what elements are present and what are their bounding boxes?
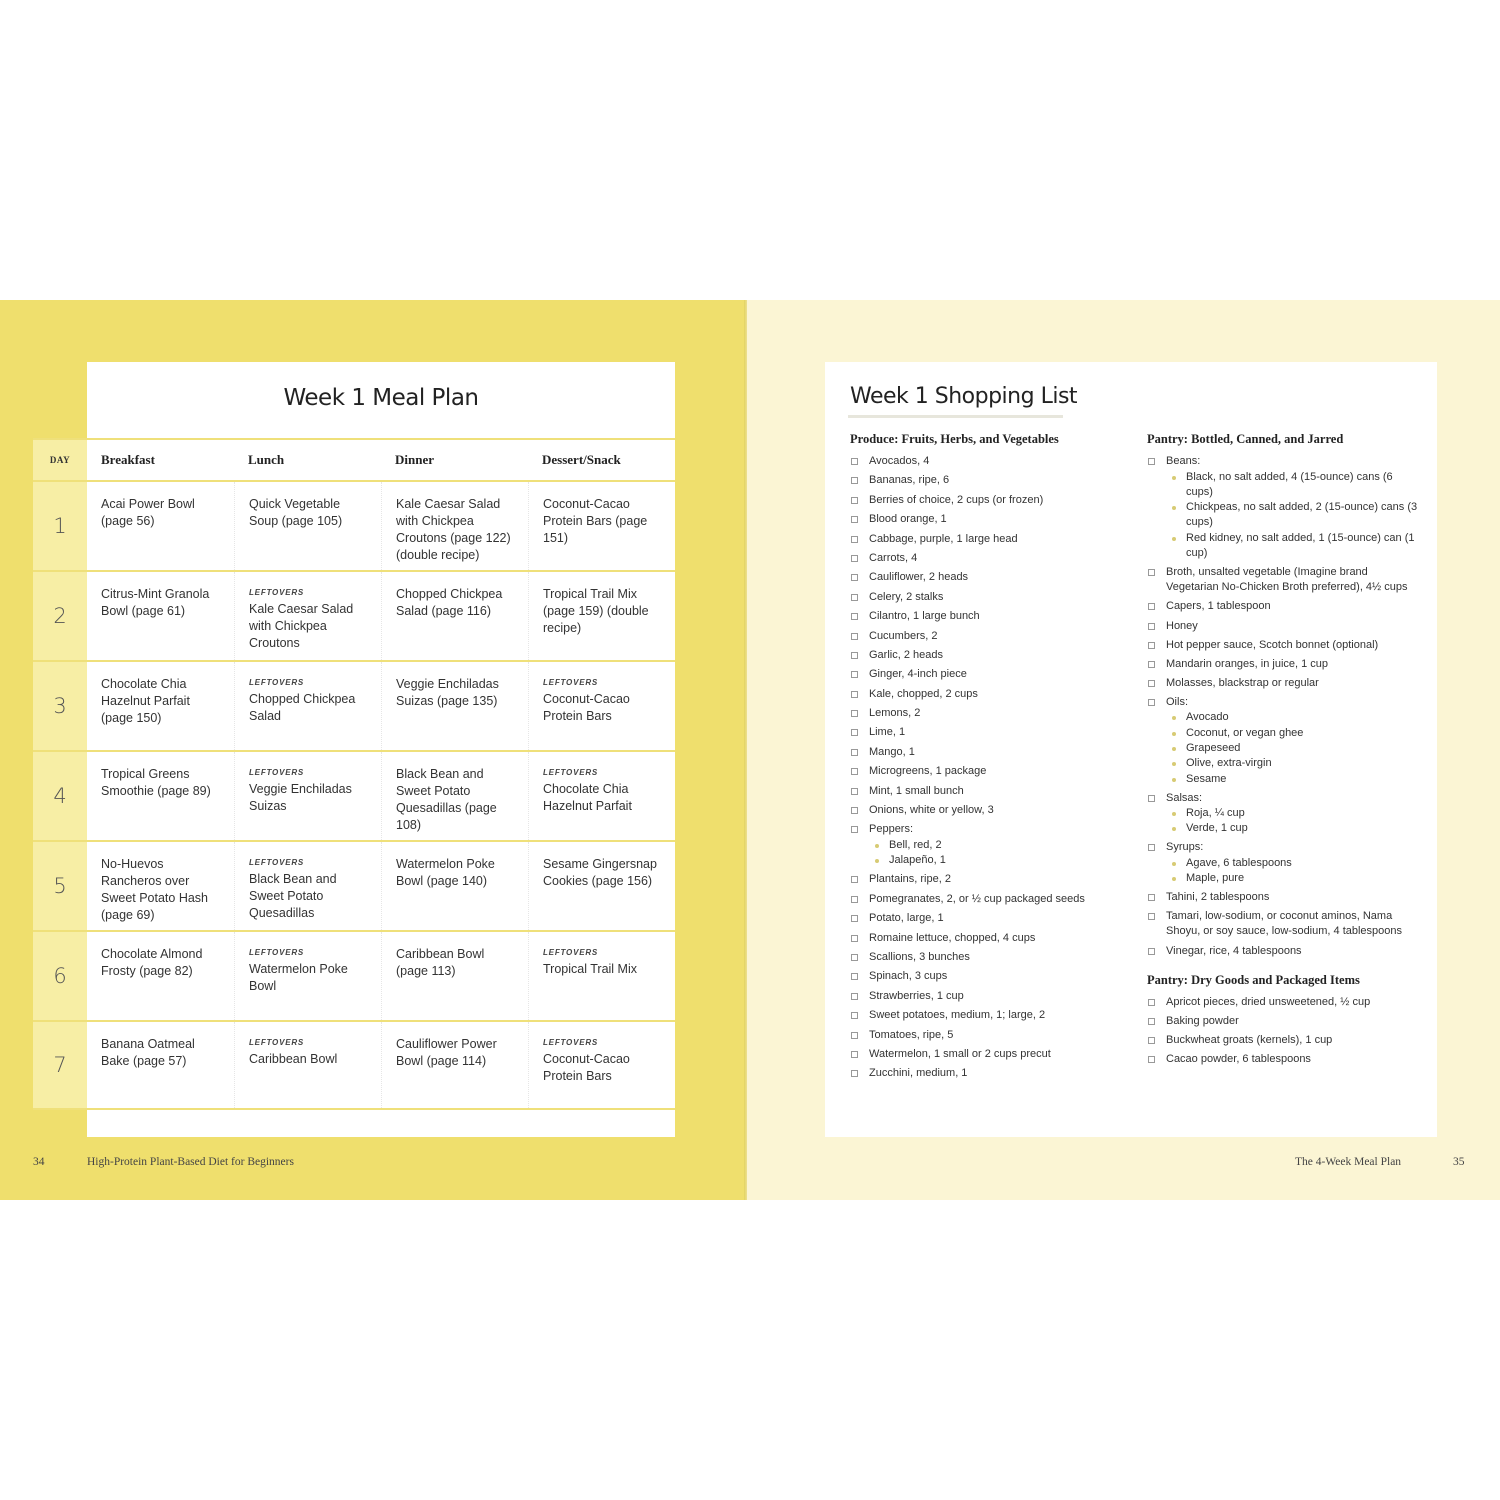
list-item-text: Cucumbers, 2 — [869, 629, 938, 642]
list-item — [850, 822, 1140, 868]
header-dinner: Dinner — [395, 452, 434, 467]
meal-cell-dessert-snack — [528, 662, 675, 750]
list-item-text: Strawberries, 1 cup — [869, 989, 964, 1002]
meal-cell-breakfast — [87, 1022, 234, 1108]
list-item-text: Microgreens, 1 package — [869, 765, 987, 778]
list-item-text: Kale, chopped, 2 cups — [869, 687, 978, 700]
checkbox-icon — [851, 729, 858, 736]
list-item-text: Apricot pieces, dried unsweetened, ½ cup — [1166, 996, 1371, 1009]
checkbox-icon — [1148, 894, 1155, 901]
checkbox-icon — [851, 633, 858, 640]
checkbox-icon — [1148, 844, 1155, 851]
checkbox-icon — [851, 1051, 858, 1058]
list-item-text: Peppers: — [869, 823, 914, 836]
list-item-text: Mandarin oranges, in juice, 1 cup — [1166, 657, 1329, 670]
list-item-text: Tomatoes, ripe, 5 — [869, 1028, 954, 1041]
list-item-text: Carrots, 4 — [869, 551, 918, 564]
table-header-row — [33, 438, 675, 480]
checkbox-icon — [851, 954, 858, 961]
checkbox-icon — [1148, 699, 1155, 706]
table-row — [33, 930, 675, 1020]
list-item — [850, 1047, 1140, 1063]
sub-item: Bell, red, 2 — [869, 838, 1140, 853]
meal-text: Kale Caesar Salad with Chickpea Croutons (page 122) (double recipe) — [396, 497, 511, 562]
meal-text: Banana Oatmeal Bake (page 57) — [101, 1037, 195, 1068]
list-item-text: Tamari, low-sodium, or coconut aminos, Nama Shoyu, or soy sauce, low-sodium, 4 tablespoons — [1166, 909, 1403, 938]
day-number: 1 — [33, 482, 87, 570]
list-item — [850, 512, 1140, 528]
list-item — [850, 931, 1140, 947]
checkbox-icon — [851, 710, 858, 717]
list-item — [850, 1028, 1140, 1044]
list-item — [850, 1008, 1140, 1024]
sub-item: Verde, 1 cup — [1166, 821, 1422, 836]
section-heading-produce: Produce: Fruits, Herbs, and Vegetables — [850, 432, 1059, 446]
checkbox-icon — [1148, 603, 1155, 610]
meal-cell-dessert-snack — [528, 932, 675, 1020]
meal-text: Tropical Trail Mix (page 159) (double recipe) — [543, 587, 649, 635]
list-item — [850, 725, 1140, 741]
list-item — [1147, 619, 1422, 635]
leftovers-tag: LEFTOVERS — [249, 1038, 305, 1047]
leftovers-tag: LEFTOVERS — [249, 678, 305, 687]
folio-section-title: The 4-Week Meal Plan — [1295, 1156, 1402, 1168]
leftovers-tag: LEFTOVERS — [249, 768, 305, 777]
checkbox-icon — [1148, 458, 1155, 465]
meal-cell-lunch — [234, 842, 381, 930]
list-item-text: Ginger, 4-inch piece — [869, 668, 967, 681]
list-item — [850, 454, 1140, 470]
header-day: DAY — [33, 440, 87, 480]
checkbox-icon — [851, 691, 858, 698]
day-number: 5 — [33, 842, 87, 930]
list-item-text: Potato, large, 1 — [869, 912, 944, 925]
list-item-text: Watermelon, 1 small or 2 cups precut — [869, 1047, 1051, 1060]
list-item — [850, 969, 1140, 985]
checkbox-icon — [851, 896, 858, 903]
shopping-list-title: Week 1 Shopping List — [850, 384, 1078, 409]
checkbox-icon — [851, 516, 858, 523]
checkbox-icon — [851, 826, 858, 833]
list-item — [850, 764, 1140, 780]
section-heading-pantry-dry: Pantry: Dry Goods and Packaged Items — [1147, 973, 1360, 988]
checkbox-icon — [851, 1012, 858, 1019]
list-item — [850, 872, 1140, 888]
sub-item: Maple, pure — [1166, 871, 1422, 886]
list-item — [1147, 565, 1422, 596]
checkbox-icon — [851, 671, 858, 678]
checkbox-icon — [851, 497, 858, 504]
meal-text: Chocolate Almond Frosty (page 82) — [101, 947, 203, 978]
list-item-text: Cabbage, purple, 1 large head — [869, 532, 1018, 545]
meal-text: Citrus-Mint Granola Bowl (page 61) — [101, 587, 210, 618]
meal-cell-dinner — [381, 662, 528, 750]
meal-cell-dessert-snack — [528, 1022, 675, 1108]
shopping-list-card — [825, 362, 1437, 1137]
table-row — [33, 660, 675, 750]
right-page — [747, 300, 1500, 1200]
book-spread — [0, 300, 1500, 1200]
title-underline — [848, 415, 1063, 418]
list-item — [850, 609, 1140, 625]
table-row — [33, 570, 675, 660]
pantry-bottled-list — [1147, 454, 1422, 959]
meal-text: Caribbean Bowl (page 113) — [396, 947, 485, 978]
meal-text: Cauliflower Power Bowl (page 114) — [396, 1037, 497, 1068]
list-item-text: Oils: — [1166, 695, 1188, 708]
list-item-text: Mango, 1 — [869, 745, 915, 758]
checkbox-icon — [851, 1032, 858, 1039]
checkbox-icon — [851, 574, 858, 581]
meal-plan-title: Week 1 Meal Plan — [283, 385, 479, 411]
list-item-text: Berries of choice, 2 cups (or frozen) — [869, 493, 1044, 506]
meal-text: Chocolate Chia Hazelnut Parfait (page 150) — [101, 677, 190, 725]
checkbox-icon — [1148, 661, 1155, 668]
meal-text: Tropical Greens Smoothie (page 89) — [101, 767, 211, 798]
meal-text: No-Huevos Rancheros over Sweet Potato Hash (page 69) — [101, 857, 209, 922]
sub-item: Jalapeño, 1 — [869, 853, 1140, 868]
meal-cell-breakfast — [87, 842, 234, 930]
list-item-text: Syrups: — [1166, 841, 1204, 854]
meal-text: Chopped Chickpea Salad (page 116) — [396, 587, 503, 618]
meal-text: Watermelon Poke Bowl (page 140) — [396, 857, 495, 888]
list-item-text: Zucchini, medium, 1 — [869, 1067, 968, 1080]
sub-item: Black, no salt added, 4 (15-ounce) cans (6 cups) — [1166, 470, 1422, 501]
list-item-text: Lemons, 2 — [869, 707, 921, 720]
meal-cell-dessert-snack — [528, 482, 675, 570]
list-item — [850, 590, 1140, 606]
checkbox-icon — [851, 477, 858, 484]
meal-text: Chopped Chickpea Salad — [249, 692, 356, 723]
checkbox-icon — [1148, 680, 1155, 687]
leftovers-tag: LEFTOVERS — [543, 678, 599, 687]
list-item — [1147, 454, 1422, 561]
checkbox-icon — [1148, 569, 1155, 576]
meal-cell-dessert-snack — [528, 842, 675, 930]
meal-text: Chocolate Chia Hazelnut Parfait — [543, 782, 632, 813]
list-item-text: Scallions, 3 bunches — [869, 950, 970, 963]
checkbox-icon — [851, 555, 858, 562]
checkbox-icon — [851, 876, 858, 883]
list-item-text: Cilantro, 1 large bunch — [869, 610, 980, 623]
leftovers-tag: LEFTOVERS — [543, 1038, 599, 1047]
list-item — [1147, 909, 1422, 940]
meal-cell-dessert-snack — [528, 572, 675, 660]
list-item — [850, 745, 1140, 761]
folio-book-title: High-Protein Plant-Based Diet for Beginners — [87, 1156, 294, 1168]
meal-cell-dinner — [381, 572, 528, 660]
list-item — [1147, 890, 1422, 906]
checkbox-icon — [851, 536, 858, 543]
list-item — [850, 911, 1140, 927]
sub-item: Sesame — [1166, 772, 1422, 787]
sub-item: Coconut, or vegan ghee — [1166, 726, 1422, 741]
list-item — [1147, 599, 1422, 615]
list-item — [850, 784, 1140, 800]
meal-cell-dinner — [381, 932, 528, 1020]
table-row — [33, 750, 675, 840]
list-item-text: Sweet potatoes, medium, 1; large, 2 — [869, 1009, 1046, 1022]
checkbox-icon — [851, 749, 858, 756]
sub-item: Chickpeas, no salt added, 2 (15-ounce) cans (3 cups) — [1166, 500, 1422, 531]
checkbox-icon — [851, 1070, 858, 1077]
meal-text: Black Bean and Sweet Potato Quesadillas — [249, 872, 337, 920]
list-item — [1147, 840, 1422, 886]
day-number: 7 — [33, 1022, 87, 1108]
leftovers-tag: LEFTOVERS — [543, 768, 599, 777]
leftovers-tag: LEFTOVERS — [543, 948, 599, 957]
list-item — [850, 687, 1140, 703]
list-item — [1147, 638, 1422, 654]
shopping-column-right — [1147, 432, 1422, 1071]
meal-cell-lunch — [234, 572, 381, 660]
produce-list — [850, 454, 1140, 1082]
meal-text: Quick Vegetable Soup (page 105) — [249, 497, 343, 528]
meal-plan-body — [33, 480, 675, 1110]
checkbox-icon — [1148, 623, 1155, 630]
checkbox-icon — [1148, 642, 1155, 649]
list-item — [850, 706, 1140, 722]
list-item-text: Baking powder — [1166, 1015, 1239, 1028]
meal-text: Kale Caesar Salad with Chickpea Croutons — [249, 602, 354, 650]
checkbox-icon — [1148, 999, 1155, 1006]
list-item — [850, 892, 1140, 908]
checkbox-icon — [851, 973, 858, 980]
list-item — [850, 532, 1140, 548]
checkbox-icon — [1148, 913, 1155, 920]
list-item — [850, 1066, 1140, 1082]
day-number: 6 — [33, 932, 87, 1020]
day-number: 3 — [33, 662, 87, 750]
list-item — [850, 950, 1140, 966]
checkbox-icon — [851, 652, 858, 659]
header-lunch: Lunch — [248, 452, 285, 467]
checkbox-icon — [851, 993, 858, 1000]
list-item — [1147, 791, 1422, 837]
meal-cell-lunch — [234, 752, 381, 840]
list-item-text: Plantains, ripe, 2 — [869, 873, 951, 886]
list-item-text: Mint, 1 small bunch — [869, 784, 964, 797]
list-item-text: Tahini, 2 tablespoons — [1166, 890, 1270, 903]
list-item-text: Lime, 1 — [869, 726, 906, 739]
list-item-text: Hot pepper sauce, Scotch bonnet (optional) — [1166, 638, 1379, 651]
checkbox-icon — [851, 768, 858, 775]
table-row — [33, 480, 675, 570]
list-item — [850, 629, 1140, 645]
checkbox-icon — [851, 915, 858, 922]
meal-cell-dinner — [381, 482, 528, 570]
sub-item: Olive, extra-virgin — [1166, 756, 1422, 771]
list-item — [1147, 944, 1422, 960]
meal-cell-breakfast — [87, 482, 234, 570]
list-item — [850, 667, 1140, 683]
meal-text: Black Bean and Sweet Potato Quesadillas (page 108) — [396, 767, 497, 832]
checkbox-icon — [1148, 795, 1155, 802]
checkbox-icon — [851, 458, 858, 465]
list-item — [850, 648, 1140, 664]
meal-text: Caribbean Bowl — [249, 1052, 338, 1066]
checkbox-icon — [851, 935, 858, 942]
list-item — [850, 570, 1140, 586]
meal-text: Tropical Trail Mix — [543, 962, 637, 976]
meal-cell-breakfast — [87, 932, 234, 1020]
list-item-text: Romaine lettuce, chopped, 4 cups — [869, 931, 1036, 944]
meal-cell-lunch — [234, 482, 381, 570]
section-heading-pantry-bottled: Pantry: Bottled, Canned, and Jarred — [1147, 432, 1344, 446]
meal-text: Acai Power Bowl (page 56) — [101, 497, 195, 528]
folio-page-number-left: 34 — [33, 1156, 45, 1168]
checkbox-icon — [851, 613, 858, 620]
meal-text: Veggie Enchiladas Suizas — [249, 782, 352, 813]
list-item-text: Broth, unsalted vegetable (Imagine brand Vegetarian No-Chicken Broth preferred), 4½ cups — [1166, 565, 1408, 594]
list-item-text: Blood orange, 1 — [869, 513, 947, 526]
table-row — [33, 840, 675, 930]
meal-cell-breakfast — [87, 572, 234, 660]
meal-text: Veggie Enchiladas Suizas (page 135) — [396, 677, 499, 708]
list-item-text: Pomegranates, 2, or ½ cup packaged seeds — [869, 892, 1085, 905]
list-item — [1147, 1014, 1422, 1030]
day-number: 4 — [33, 752, 87, 840]
list-item — [1147, 676, 1422, 692]
list-item-text: Garlic, 2 heads — [869, 648, 943, 661]
meal-text: Watermelon Poke Bowl — [249, 962, 348, 993]
list-item-text: Honey — [1166, 619, 1198, 632]
meal-cell-lunch — [234, 932, 381, 1020]
list-item — [850, 493, 1140, 509]
sub-item: Agave, 6 tablespoons — [1166, 856, 1422, 871]
sub-item: Avocado — [1166, 710, 1422, 725]
list-item-text: Onions, white or yellow, 3 — [869, 804, 994, 817]
header-dessert-snack: Dessert/Snack — [542, 452, 621, 467]
checkbox-icon — [851, 594, 858, 601]
list-item-text: Salsas: — [1166, 791, 1203, 804]
leftovers-tag: LEFTOVERS — [249, 588, 305, 597]
meal-cell-dinner — [381, 842, 528, 930]
meal-cell-dessert-snack — [528, 752, 675, 840]
sub-item: Grapeseed — [1166, 741, 1422, 756]
leftovers-tag: LEFTOVERS — [249, 858, 305, 867]
pantry-dry-list — [1147, 995, 1422, 1068]
sub-item: Roja, ¼ cup — [1166, 806, 1422, 821]
meal-text: Coconut-Cacao Protein Bars — [543, 692, 630, 723]
meal-cell-breakfast — [87, 662, 234, 750]
list-item-text: Spinach, 3 cups — [869, 970, 948, 983]
list-item-text: Bananas, ripe, 6 — [869, 474, 950, 487]
meal-cell-breakfast — [87, 752, 234, 840]
leftovers-tag: LEFTOVERS — [249, 948, 305, 957]
shopping-column-left — [850, 432, 1140, 1086]
list-item — [850, 551, 1140, 567]
list-item-text: Vinegar, rice, 4 tablespoons — [1166, 944, 1302, 957]
table-row — [33, 1020, 675, 1110]
checkbox-icon — [1148, 948, 1155, 955]
meal-cell-dinner — [381, 752, 528, 840]
meal-text: Coconut-Cacao Protein Bars — [543, 1052, 630, 1083]
checkbox-icon — [851, 788, 858, 795]
list-item — [850, 473, 1140, 489]
checkbox-icon — [1148, 1037, 1155, 1044]
meal-cell-dinner — [381, 1022, 528, 1108]
list-item — [1147, 695, 1422, 787]
list-item — [850, 803, 1140, 819]
meal-cell-lunch — [234, 662, 381, 750]
list-item — [1147, 657, 1422, 673]
list-item — [1147, 1033, 1422, 1049]
list-item-text: Beans: — [1166, 455, 1201, 467]
list-item-text: Cacao powder, 6 tablespoons — [1166, 1053, 1311, 1066]
meal-plan-table — [33, 438, 675, 1110]
list-item-text: Capers, 1 tablespoon — [1166, 600, 1271, 613]
list-item-text: Celery, 2 stalks — [869, 590, 944, 603]
list-item — [1147, 995, 1422, 1011]
meal-text: Coconut-Cacao Protein Bars (page 151) — [543, 497, 648, 545]
header-breakfast: Breakfast — [101, 452, 155, 467]
list-item-text: Buckwheat groats (kernels), 1 cup — [1166, 1034, 1333, 1047]
meal-text: Sesame Gingersnap Cookies (page 156) — [543, 857, 657, 888]
checkbox-icon — [851, 807, 858, 814]
list-item — [850, 989, 1140, 1005]
meal-cell-lunch — [234, 1022, 381, 1108]
folio-page-number-right: 35 — [1453, 1156, 1465, 1168]
list-item-text: Avocados, 4 — [869, 455, 930, 467]
list-item-text: Molasses, blackstrap or regular — [1166, 676, 1319, 689]
checkbox-icon — [1148, 1056, 1155, 1063]
day-number: 2 — [33, 572, 87, 660]
left-page — [0, 300, 747, 1200]
list-item — [1147, 1052, 1422, 1068]
checkbox-icon — [1148, 1018, 1155, 1025]
list-item-text: Cauliflower, 2 heads — [869, 571, 969, 584]
sub-item: Red kidney, no salt added, 1 (15-ounce) can (1 cup) — [1166, 531, 1422, 562]
